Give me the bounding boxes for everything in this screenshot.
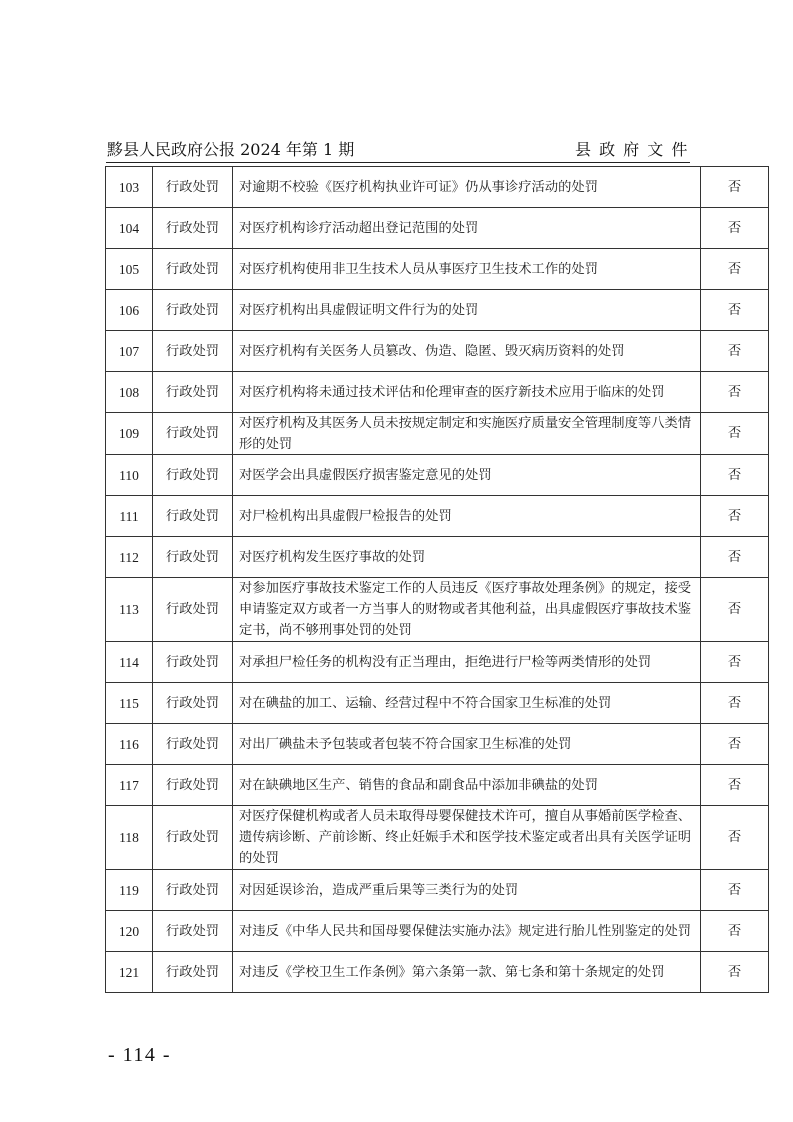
action-description <box>233 208 701 249</box>
description-line: 对医疗机构有关医务人员篡改、伪造、隐匿、毁灭病历资料的处罚 <box>239 343 625 359</box>
description-line: 对出厂碘盐未予包装或者包装不符合国家卫生标准的处罚 <box>239 736 572 752</box>
description-line: 对违反《学校卫生工作条例》第六条第一款、第七条和第十条规定的处罚 <box>239 964 665 980</box>
row-number: 105 <box>106 249 153 290</box>
action-type: 行政处罚 <box>153 537 233 578</box>
action-description <box>233 167 701 208</box>
action-type: 行政处罚 <box>153 724 233 765</box>
table-row <box>106 413 769 455</box>
row-number: 115 <box>106 683 153 724</box>
action-type: 行政处罚 <box>153 496 233 537</box>
table-row <box>106 683 769 724</box>
table-row <box>106 167 769 208</box>
row-number: 112 <box>106 537 153 578</box>
description-line: 对在碘盐的加工、运输、经营过程中不符合国家卫生标准的处罚 <box>239 695 612 711</box>
description-line: 遗传病诊断、产前诊断、终止妊娠手术和医学技术鉴定或者出具有关医学证明 <box>239 830 692 845</box>
description-line: 对医疗机构将未通过技术评估和伦理审查的医疗新技术应用于临床的处罚 <box>239 384 665 400</box>
action-type: 行政处罚 <box>153 331 233 372</box>
flag-value: 否 <box>701 870 769 911</box>
action-description <box>233 765 701 806</box>
table-row <box>106 952 769 993</box>
flag-value: 否 <box>701 167 769 208</box>
description-line: 的处罚 <box>239 851 279 866</box>
row-number: 117 <box>106 765 153 806</box>
action-description <box>233 413 701 455</box>
row-number: 103 <box>106 167 153 208</box>
description-line: 对承担尸检任务的机构没有正当理由，拒绝进行尸检等两类情形的处罚 <box>239 654 652 670</box>
row-number: 110 <box>106 455 153 496</box>
action-description <box>233 496 701 537</box>
description-line: 对在缺碘地区生产、销售的食品和副食品中添加非碘盐的处罚 <box>239 777 599 793</box>
action-type: 行政处罚 <box>153 806 233 870</box>
flag-value: 否 <box>701 683 769 724</box>
flag-value: 否 <box>701 724 769 765</box>
row-number: 107 <box>106 331 153 372</box>
table-row <box>106 208 769 249</box>
action-type: 行政处罚 <box>153 578 233 642</box>
table-row <box>106 911 769 952</box>
row-number: 108 <box>106 372 153 413</box>
description-line: 对医疗保健机构或者人员未取得母婴保健技术许可，擅自从事婚前医学检查、 <box>239 809 692 824</box>
flag-value: 否 <box>701 208 769 249</box>
row-number: 106 <box>106 290 153 331</box>
description-line: 对医疗机构及其医务人员未按规定制定和实施医疗质量安全管理制度等八类情 <box>239 415 692 431</box>
row-number: 109 <box>106 413 153 455</box>
description-line: 对医疗机构出具虚假证明文件行为的处罚 <box>239 302 479 318</box>
action-description <box>233 870 701 911</box>
action-description <box>233 455 701 496</box>
flag-value: 否 <box>701 331 769 372</box>
table-row <box>106 496 769 537</box>
table-row <box>106 249 769 290</box>
action-type: 行政处罚 <box>153 952 233 993</box>
row-number: 114 <box>106 642 153 683</box>
action-description <box>233 331 701 372</box>
action-description <box>233 911 701 952</box>
row-number: 116 <box>106 724 153 765</box>
row-number: 111 <box>106 496 153 537</box>
action-type: 行政处罚 <box>153 249 233 290</box>
description-line: 对医学会出具虚假医疗损害鉴定意见的处罚 <box>239 467 492 483</box>
row-number: 118 <box>106 806 153 870</box>
flag-value: 否 <box>701 765 769 806</box>
action-type: 行政处罚 <box>153 765 233 806</box>
flag-value: 否 <box>701 455 769 496</box>
description-line: 形的处罚 <box>239 436 293 452</box>
row-number: 113 <box>106 578 153 642</box>
description-line: 对逾期不校验《医疗机构执业许可证》仍从事诊疗活动的处罚 <box>239 179 599 195</box>
table-row <box>106 455 769 496</box>
description-line: 对医疗机构诊疗活动超出登记范围的处罚 <box>239 220 479 236</box>
action-type: 行政处罚 <box>153 290 233 331</box>
row-number: 121 <box>106 952 153 993</box>
description-line: 对违反《中华人民共和国母婴保健法实施办法》规定进行胎儿性别鉴定的处罚 <box>239 923 692 939</box>
action-description <box>233 724 701 765</box>
action-type: 行政处罚 <box>153 455 233 496</box>
row-number: 119 <box>106 870 153 911</box>
action-type: 行政处罚 <box>153 167 233 208</box>
description-line: 定书，尚不够刑事处罚的处罚 <box>239 623 412 638</box>
action-description <box>233 578 701 642</box>
flag-value: 否 <box>701 578 769 642</box>
table-row <box>106 578 769 642</box>
table-row <box>106 331 769 372</box>
action-description <box>233 290 701 331</box>
action-description <box>233 683 701 724</box>
section-label: 县 政 府 文 件 <box>575 140 689 159</box>
description-line: 对尸检机构出具虚假尸检报告的处罚 <box>239 508 452 524</box>
action-type: 行政处罚 <box>153 870 233 911</box>
description-line: 对因延误诊治，造成严重后果等三类行为的处罚 <box>239 882 519 898</box>
description-line: 对医疗机构发生医疗事故的处罚 <box>239 549 426 565</box>
action-description <box>233 249 701 290</box>
power-list-table <box>105 166 769 993</box>
flag-value: 否 <box>701 642 769 683</box>
table-row <box>106 765 769 806</box>
action-type: 行政处罚 <box>153 683 233 724</box>
table-row <box>106 642 769 683</box>
description-line: 对参加医疗事故技术鉴定工作的人员违反《医疗事故处理条例》的规定，接受 <box>239 581 692 596</box>
header-divider <box>106 162 690 163</box>
action-type: 行政处罚 <box>153 413 233 455</box>
table-row <box>106 724 769 765</box>
row-number: 104 <box>106 208 153 249</box>
table-row <box>106 806 769 870</box>
action-type: 行政处罚 <box>153 208 233 249</box>
action-description <box>233 372 701 413</box>
table-row <box>106 290 769 331</box>
flag-value: 否 <box>701 806 769 870</box>
action-description <box>233 642 701 683</box>
flag-value: 否 <box>701 290 769 331</box>
action-description <box>233 537 701 578</box>
flag-value: 否 <box>701 413 769 455</box>
flag-value: 否 <box>701 911 769 952</box>
action-description <box>233 806 701 870</box>
flag-value: 否 <box>701 496 769 537</box>
action-type: 行政处罚 <box>153 642 233 683</box>
action-type: 行政处罚 <box>153 911 233 952</box>
description-line: 对医疗机构使用非卫生技术人员从事医疗卫生技术工作的处罚 <box>239 261 599 277</box>
page-number: - 114 - <box>108 1044 172 1066</box>
flag-value: 否 <box>701 952 769 993</box>
publication-title: 黟县人民政府公报 2024 年第 1 期 <box>107 140 355 159</box>
table-row <box>106 537 769 578</box>
flag-value: 否 <box>701 249 769 290</box>
flag-value: 否 <box>701 372 769 413</box>
action-type: 行政处罚 <box>153 372 233 413</box>
row-number: 120 <box>106 911 153 952</box>
description-line: 申请鉴定双方或者一方当事人的财物或者其他利益，出具虚假医疗事故技术鉴 <box>239 602 692 617</box>
flag-value: 否 <box>701 537 769 578</box>
action-description <box>233 952 701 993</box>
table-row <box>106 372 769 413</box>
table-row <box>106 870 769 911</box>
